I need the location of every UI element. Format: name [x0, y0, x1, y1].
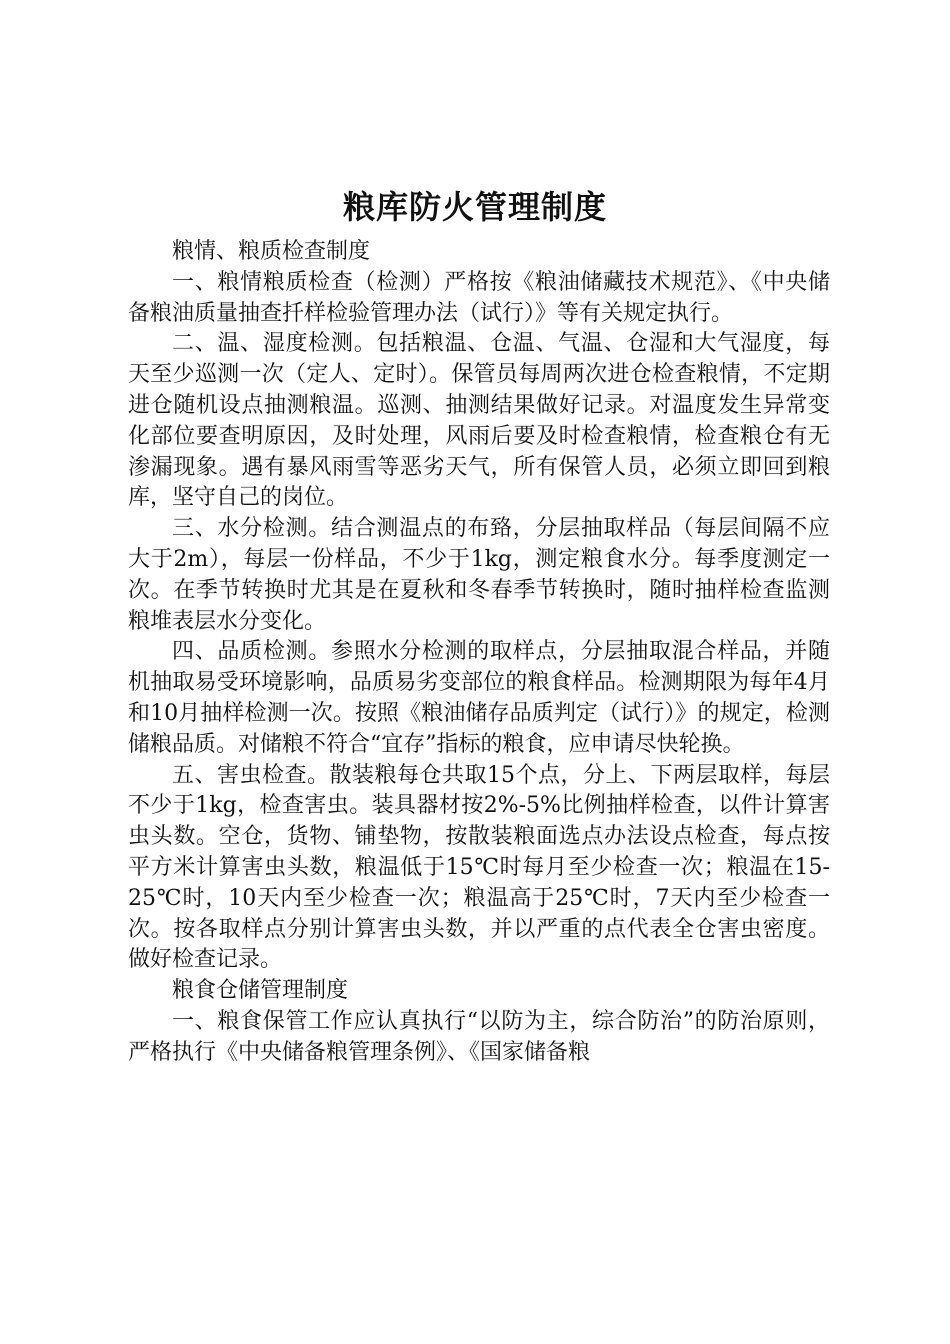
document-body — [128, 237, 830, 1069]
section-heading-grain-inspection: 粮情、粮质检查制度 — [172, 239, 371, 264]
paragraph-item-4: 四、品质检测。参照水分检测的取样点，分层抽取混合样品，并随机抽取易受环境影响，品质易劣变部位的粮食样品。检测期限为每年4月和10月抽样检测一次。按照《粮油储存品质判定（试行）》的规定，检测储粮品质。对储粮不符合“宜存”指标的粮食，应申请尽快轮换。 — [128, 639, 830, 757]
section-heading-storage-management: 粮食仓储管理制度 — [172, 978, 349, 1004]
paragraph-item-2: 二、温、湿度检测。包括粮温、仓温、气温、仓湿和大气湿度，每天至少巡测一次（定人、定时）。保管员每周两次进仓检查粮情，不定期进仓随机设点抽测粮温。巡测、抽测结果做好记录。对温度发生异常变化部位要查明原因，及时处理，风雨后要及时检查粮情，检查粮仓有无渗漏现象。遇有暴风雨雪等恶劣天气，所有保管人员，必须立即回到粮库，坚守自己的岗位。 — [128, 331, 830, 511]
paragraph-item-5: 五、害虫检查。散装粮每仓共取15个点，分上、下两层取样，每层不少于1kg，检查害虫。装具器材按2%-5%比例抽样检查，以件计算害虫头数。空仓，货物、铺垫物，按散装粮面选点办法设点检查，每点按平方米计算害虫头数，粮温低于15℃时每月至少检查一次；粮温在15-25℃时，10天内至少检查一次；粮温高于25℃时，7天内至少检查一次。按各取样点分别计算害虫头数，并以严重的点代表全仓害虫密度。做好检查记录。 — [128, 762, 830, 973]
document-title: 粮库防火管理制度 — [342, 188, 607, 226]
paragraph-item-1: 一、粮情粮质检查（检测）严格按《粮油储藏技术规范》、《中央储备粮油质量抽查扦样检验管理办法（试行）》等有关规定执行。 — [128, 269, 830, 326]
paragraph-item-3: 三、水分检测。结合测温点的布臵，分层抽取样品（每层间隔不应大于2m），每层一份样品，不少于1kg，测定粮食水分。每季度测定一次。在季节转换时尤其是在夏秋和冬春季节转换时，随时抽样检查监测粮堆表层水分变化。 — [128, 516, 830, 634]
paragraph-storage-item-1: 一、粮食保管工作应认真执行“以防为主，综合防治”的防治原则，严格执行《中央储备粮管理条例》、《国家储备粮 — [128, 1008, 830, 1065]
